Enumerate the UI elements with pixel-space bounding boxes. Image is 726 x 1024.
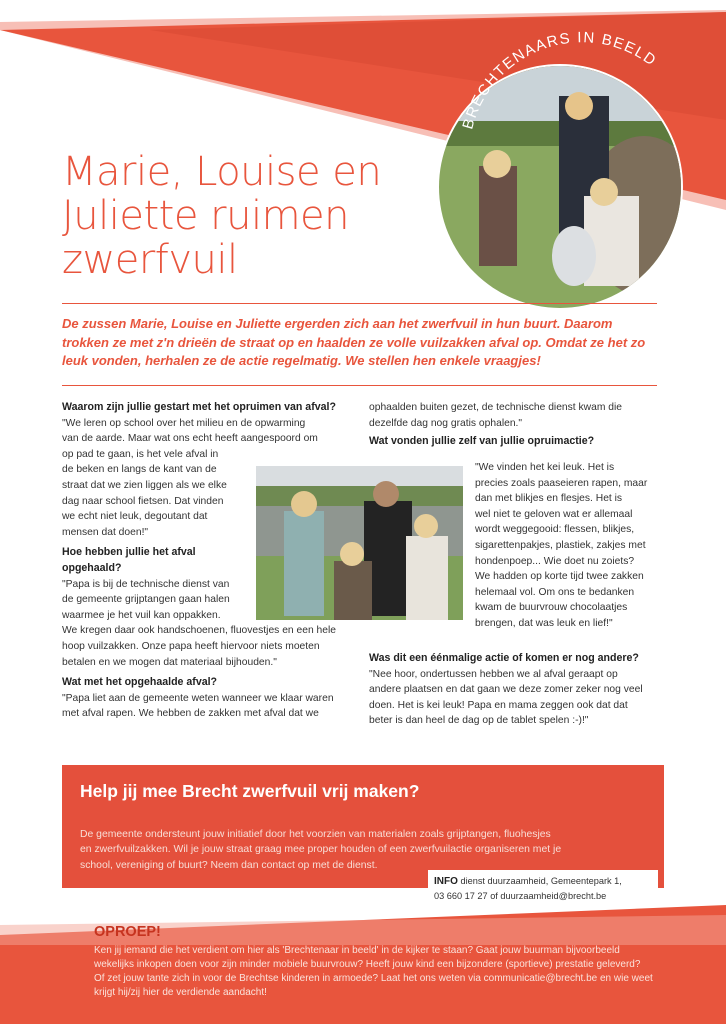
answer-4: "We vinden het kei leuk. Het is precies zoals paaseieren rapen, maar dan met blikjes en flesjes. Het is wel niet te geloven wat er allemaal wordt weggegooid: flessen, blikjes, sigarettenpakjes, plastiek, zakjes met hondenpoep... Wie doet nu zoiets? We hadden op korte tijd twee zakken helemaal vol. Om ons te bedanken kwam de buurvrouw chocolaatjes brengen, dat was leuk en lief!" xyxy=(475,462,648,629)
svg-text:BRECHTENAARS IN BEELD: BRECHTENAARS IN BEELD xyxy=(459,30,660,132)
answer-3-continued: ophaalden buiten gezet, de technische dienst kwam die dezelfde dag nog gratis ophalen." xyxy=(369,402,623,429)
info-box: INFO dienst duurzaamheid, Gemeentepark 1, 03 660 17 27 of duurzaamheid@brecht.be xyxy=(428,870,658,910)
answer-2: "Papa is bij de technische dienst van de gemeente grijptangen gaan halen waarmee je het vuil kan oppakken. We kregen daar ook handschoenen, fluovestjes en een hele hoop vuilzakken. Onze papa heeft hiervoor niets moeten betalen en we mogen dat materiaal bijhouden." xyxy=(62,578,337,668)
page-title: Marie, Louise en Juliette ruimen zwerfvuil xyxy=(62,149,382,283)
help-title: Help jij mee Brecht zwerfvuil vrij maken? xyxy=(80,781,420,801)
help-body: De gemeente ondersteunt jouw initiatief door het voorzien van materialen zoals grijptangen, fluohesjes en zwerfvuilzakken. Wil je jouw straat graag mee proper houden of een zwerfvuilactie organiseren met je school, vereniging of buurt? Neem dan contact op met de dienst. xyxy=(80,829,562,871)
question-5: Was dit een éénmalige actie of komen er nog andere? xyxy=(369,652,639,664)
question-2: Hoe hebben jullie het afval opgehaald? xyxy=(62,546,196,574)
question-3: Wat met het opgehaalde afval? xyxy=(62,676,218,689)
answer-3: "Papa liet aan de gemeente weten wanneer we klaar waren met afval rapen. We hebben de zakken met afval dat we xyxy=(62,692,334,720)
question-1: Waarom zijn jullie gestart met het opruimen van afval? xyxy=(62,401,336,413)
info-label: INFO xyxy=(434,876,458,887)
answer-1: "We leren op school over het milieu en de opwarming van de aarde. Maar wat ons echt heeft aangespoord om op pad te gaan, is het vele afval in de beken en langs de kant van de straat dat we zien liggen als we elke dag naar school fietsen. Dat vinden we echt niet leuk, degoutant dat mensen dat doen!" xyxy=(62,417,318,538)
divider-bottom xyxy=(62,385,657,386)
question-4: Wat vonden jullie zelf van jullie opruimactie? xyxy=(369,435,595,448)
answer-5-block: Was dit een éénmalige actie of komen er nog andere? "Nee hoor, ondertussen hebben we al afval geraapt op andere plaatsen en dat gaan we deze zomer zeker nog veel doen. Het is kei leuk! Papa en mama zeggen ook dat dat beter is dan heel de dag op de tablet spelen :-)!" xyxy=(369,651,669,729)
oproep-body: Ken jij iemand die het verdient om hier als 'Brechtenaar in beeld' in de kijker te staan? Gaat jouw buurman bijvoorbeeld wekelijks inkopen doen voor zijn minder mobiele buurvrouw? Heeft jouw kind een bijzondere (sportieve) prestatie geleverd? Of zet jouw tante zich in voor de Brechtse kinderen in armoede? Laat het ons weten via communicatie@brecht.be en wie weet krijgt hij/zij hier de verdiende aandacht! xyxy=(94,945,653,998)
intro-text: De zussen Marie, Louise en Juliette ergerden zich aan het zwerfvuil in hun buurt. Daarom trokken ze met z'n drieën de straat op en haalden ze volle vuilzakken afval op. Omdat ze het zo leuk vonden, herhalen ze de actie regelmatig. We stellen hen enkele vraagjes! xyxy=(62,316,646,368)
oproep-title: OPROEP! xyxy=(94,924,161,940)
article-right-column xyxy=(369,400,669,450)
divider-top xyxy=(62,303,657,304)
badge-arc xyxy=(437,30,717,230)
article-photo xyxy=(256,466,463,620)
